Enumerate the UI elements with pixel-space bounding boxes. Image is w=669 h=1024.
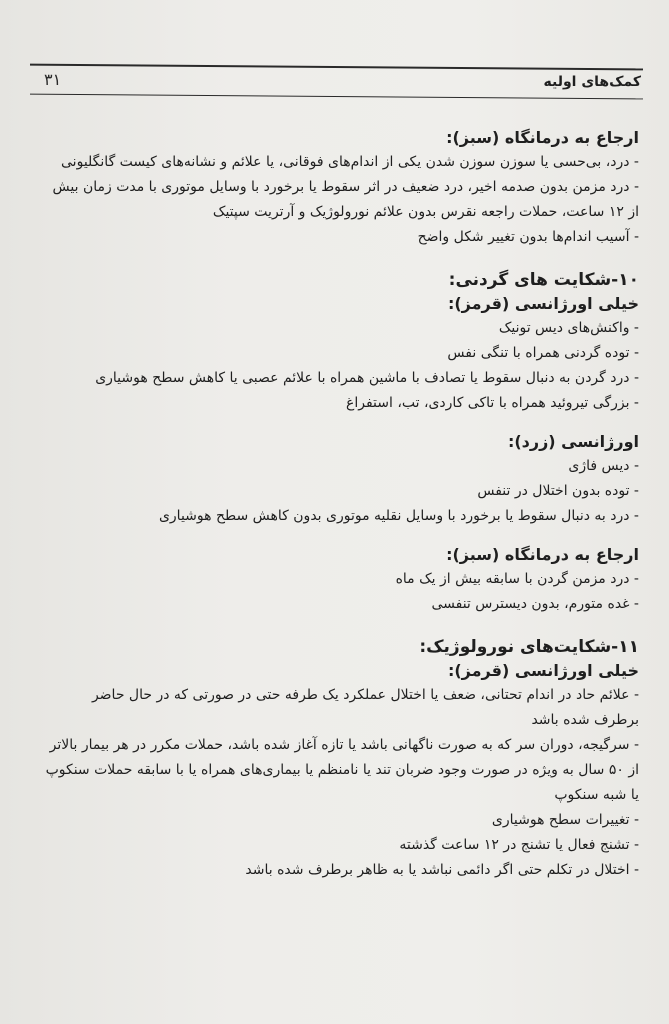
header-rule-bottom	[30, 94, 643, 100]
neuro-section-title: ۱۱-شکایت‌های نورولوژیک:	[419, 637, 639, 657]
spacer	[54, 416, 639, 430]
neck-section-title: ۱۰-شکایت های گردنی:	[448, 270, 639, 290]
neck-referral-line-1: - درد مزمن گردن با سابقه بیش از یک ماه	[395, 571, 639, 587]
referral-heading-1: ارجاع به درمانگاه (سبز):	[446, 128, 639, 147]
page-content	[45, 126, 639, 883]
neuro-very-urgent-heading: خیلی اورژانسی (قرمز):	[447, 661, 639, 680]
neck-urgent-heading: اورژانسی (زرد):	[507, 432, 639, 451]
neck-very-urgent-line-2: - توده گردنی همراه با تنگی نفس	[447, 345, 639, 361]
neuro-very-urgent-line-5: یا شبه سنکوپ	[554, 787, 639, 803]
page-number: ۳۱	[44, 70, 62, 89]
neck-referral-heading: ارجاع به درمانگاه (سبز):	[446, 545, 639, 564]
neck-very-urgent-line-1: - واکنش‌های دیس تونیک	[498, 320, 639, 336]
neuro-very-urgent-line-2: برطرف شده باشد	[531, 712, 639, 728]
spacer	[54, 250, 639, 268]
neuro-very-urgent-line-6: - تغییرات سطح هوشیاری	[491, 812, 639, 828]
neck-urgent-line-2: - توده بدون اختلال در تنفس	[477, 483, 639, 499]
header-rule-top	[30, 64, 643, 71]
neck-referral-line-2: - غده متورم، بدون دیسترس تنفسی	[431, 596, 639, 612]
referral-1-line-2: - درد مزمن بدون صدمه اخیر، درد ضعیف در اثر سقوط یا برخورد با وسایل موتوری با مدت زمان بیش	[52, 179, 639, 195]
referral-1-line-4: - آسیب اندام‌ها بدون تغییر شکل واضح	[417, 229, 639, 245]
neuro-very-urgent-line-8: - اختلال در تکلم حتی اگر دائمی نباشد یا به ظاهر برطرف شده باشد	[245, 862, 639, 878]
neck-very-urgent-heading: خیلی اورژانسی (قرمز):	[447, 294, 639, 313]
spacer	[54, 529, 639, 543]
neuro-very-urgent-line-4: از ۵۰ سال به ویژه در صورت وجود ضربان تند یا نامنظم یا بیماری‌های همراه یا با سابقه حملات سنکوپ	[45, 762, 639, 778]
neck-urgent-line-1: - دیس فاژی	[568, 458, 639, 474]
running-head: کمک‌های اولیه	[543, 74, 641, 90]
neck-very-urgent-line-3: - درد گردن به دنبال سقوط یا تصادف با ماشین همراه با علائم عصبی یا کاهش سطح هوشیاری	[95, 370, 639, 386]
referral-1-line-3: از ۱۲ ساعت، حملات راجعه نقرس بدون علائم نورولوژیک و آرتریت سپتیک	[212, 204, 639, 220]
neck-urgent-line-3: - درد به دنبال سقوط یا برخورد با وسایل نقلیه موتوری بدون کاهش سطح هوشیاری	[158, 508, 639, 524]
neck-very-urgent-line-4: - بزرگی تیروئید همراه با تاکی کاردی، تب، استفراغ	[346, 395, 639, 411]
spacer	[54, 617, 639, 635]
neuro-very-urgent-line-1: - علائم حاد در اندام تحتانی، ضعف یا اختلال عملکرد یک طرفه حتی در صورتی که در حال حاضر	[91, 687, 639, 703]
neuro-very-urgent-line-7: - تشنج فعال یا تشنج در ۱۲ ساعت گذشته	[399, 837, 639, 853]
neuro-very-urgent-line-3: - سرگیجه، دوران سر که به صورت ناگهانی باشد یا تازه آغاز شده باشد، حملات مکرر در هر بیمار بالاتر	[49, 737, 639, 753]
referral-1-line-1: - درد، بی‌حسی یا سوزن سوزن شدن یکی از اندام‌های فوقانی، یا علائم و نشانه‌های کیست گانگلیونی	[61, 154, 639, 170]
